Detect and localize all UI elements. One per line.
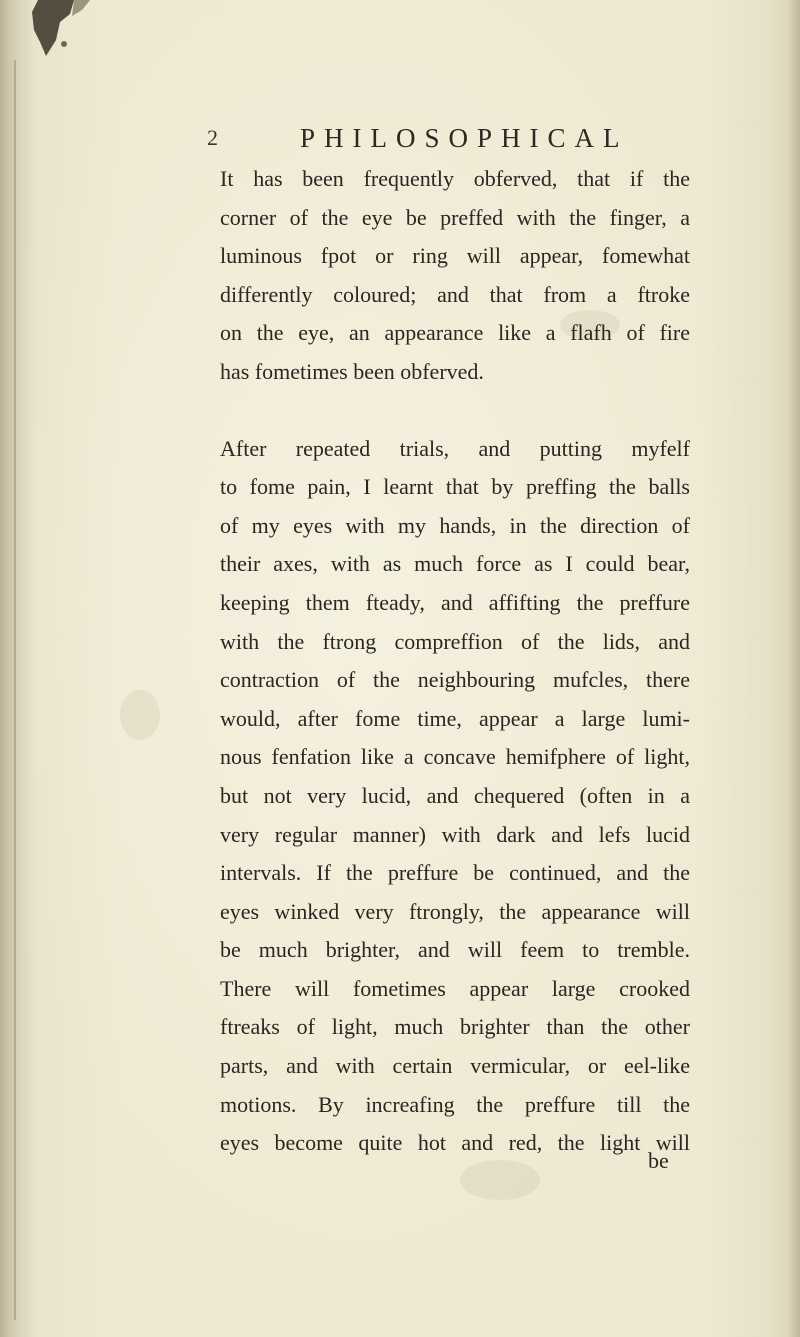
paragraph	[220, 430, 690, 1163]
text-line: be much brighter, and will feem to tremble.	[220, 937, 690, 963]
paper-stain	[460, 1160, 540, 1200]
text-line: parts, and with certain vermicular, or eel-like	[220, 1053, 690, 1079]
text-line: motions. By increafing the preffure till the	[220, 1091, 690, 1117]
text-line: contraction of the neighbouring mufcles, there	[220, 667, 690, 693]
text-line: would, after fome time, appear a large lumi-	[220, 705, 690, 731]
running-title: PHILOSOPHICAL	[300, 123, 629, 153]
catchword: be	[648, 1148, 669, 1173]
text-line: very regular manner) with dark and lefs lucid	[220, 821, 690, 847]
text-line: intervals. If the preffure be continued, and the	[220, 860, 690, 886]
text-line: with the ftrong compreffion of the lids, and	[220, 628, 690, 654]
text-line: ftreaks of light, much brighter than the other	[220, 1014, 690, 1040]
text-line: After repeated trials, and putting myfelf	[220, 435, 690, 461]
running-head	[0, 123, 800, 163]
paragraph	[220, 160, 690, 392]
body-text	[220, 160, 690, 1163]
text-line: of my eyes with my hands, in the direction of	[220, 512, 690, 538]
text-line: luminous fpot or ring will appear, fomewhat	[220, 243, 690, 269]
text-line: to fome pain, I learnt that by preffing the balls	[220, 474, 690, 500]
text-line: differently coloured; and that from a ftroke	[220, 281, 690, 307]
text-line: eyes become quite hot and red, the light will	[220, 1130, 690, 1156]
gutter-crease	[14, 60, 16, 1320]
page-number: 2	[207, 125, 218, 150]
page-edge	[788, 0, 800, 1337]
binding-gutter	[0, 0, 32, 1337]
text-line: corner of the eye be preffed with the finger, a	[220, 204, 690, 230]
text-line: has fometimes been obferved.	[220, 358, 484, 384]
text-line: It has been frequently obferved, that if the	[220, 166, 690, 191]
text-line: but not very lucid, and chequered (often in a	[220, 782, 690, 808]
text-line: their axes, with as much force as I could bear,	[220, 551, 690, 577]
text-line: nous fenfation like a concave hemifphere of light,	[220, 744, 690, 770]
text-line: eyes winked very ftrongly, the appearance will	[220, 898, 690, 924]
text-line: keeping them fteady, and affifting the preffure	[220, 589, 690, 615]
text-line: on the eye, an appearance like a flafh of fire	[220, 320, 690, 346]
paper-stain	[120, 690, 160, 740]
paper-damage-mark	[30, 0, 100, 62]
text-line: There will fometimes appear large crooked	[220, 975, 690, 1001]
